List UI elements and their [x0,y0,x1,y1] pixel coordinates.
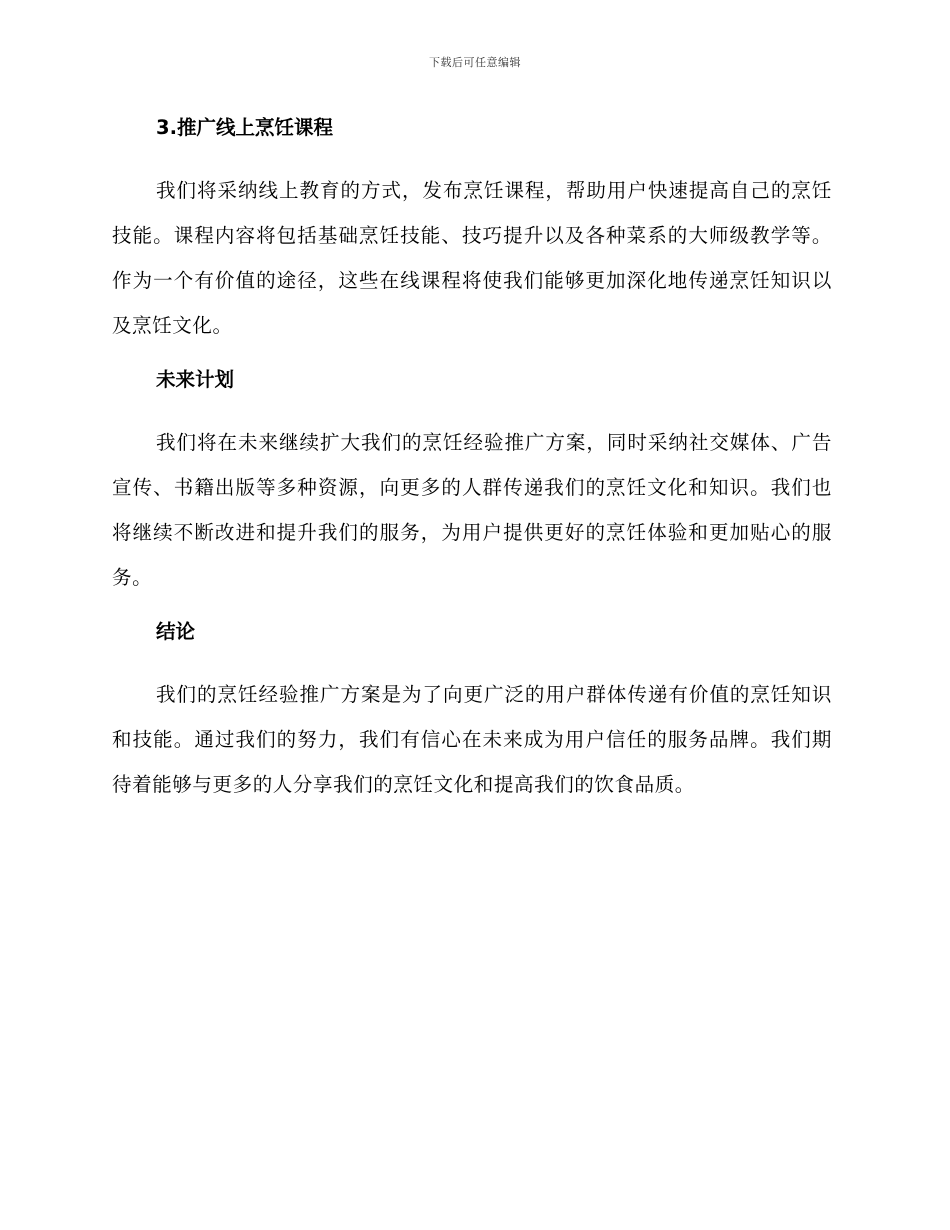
page-header: 下载后可任意编辑 [429,56,521,69]
section-paragraph: 我们将在未来继续扩大我们的烹饪经验推广方案，同时采纳社交媒体、广告宣传、书籍出版等多种资源，向更多的人群传递我们的烹饪文化和知识。我们也将继续不断改进和提升我们的服务，为用户提供更好的烹饪体验和更加贴心的服务。 [112,431,832,589]
section-paragraph: 我们的烹饪经验推广方案是为了向更广泛的用户群体传递有价值的烹饪知识和技能。通过我们的努力，我们有信心在未来成为用户信任的服务品牌。我们期待着能够与更多的人分享我们的烹饪文化和提高我们的饮食品质。 [112,683,832,796]
section-heading: 未来计划 [156,368,235,391]
section-paragraph: 我们将采纳线上教育的方式，发布烹饪课程，帮助用户快速提高自己的烹饪技能。课程内容将包括基础烹饪技能、技巧提升以及各种菜系的大师级教学等。作为一个有价值的途径，这些在线课程将使我们能够更加深化地传递烹饪知识以及烹饪文化。 [112,179,832,337]
section-future-plans [112,363,832,615]
document-body [112,111,832,807]
section-heading: 结论 [156,620,196,643]
section-conclusion [112,615,832,807]
section-online-courses [112,111,832,363]
section-heading: 3.推广线上烹饪课程 [156,116,333,139]
